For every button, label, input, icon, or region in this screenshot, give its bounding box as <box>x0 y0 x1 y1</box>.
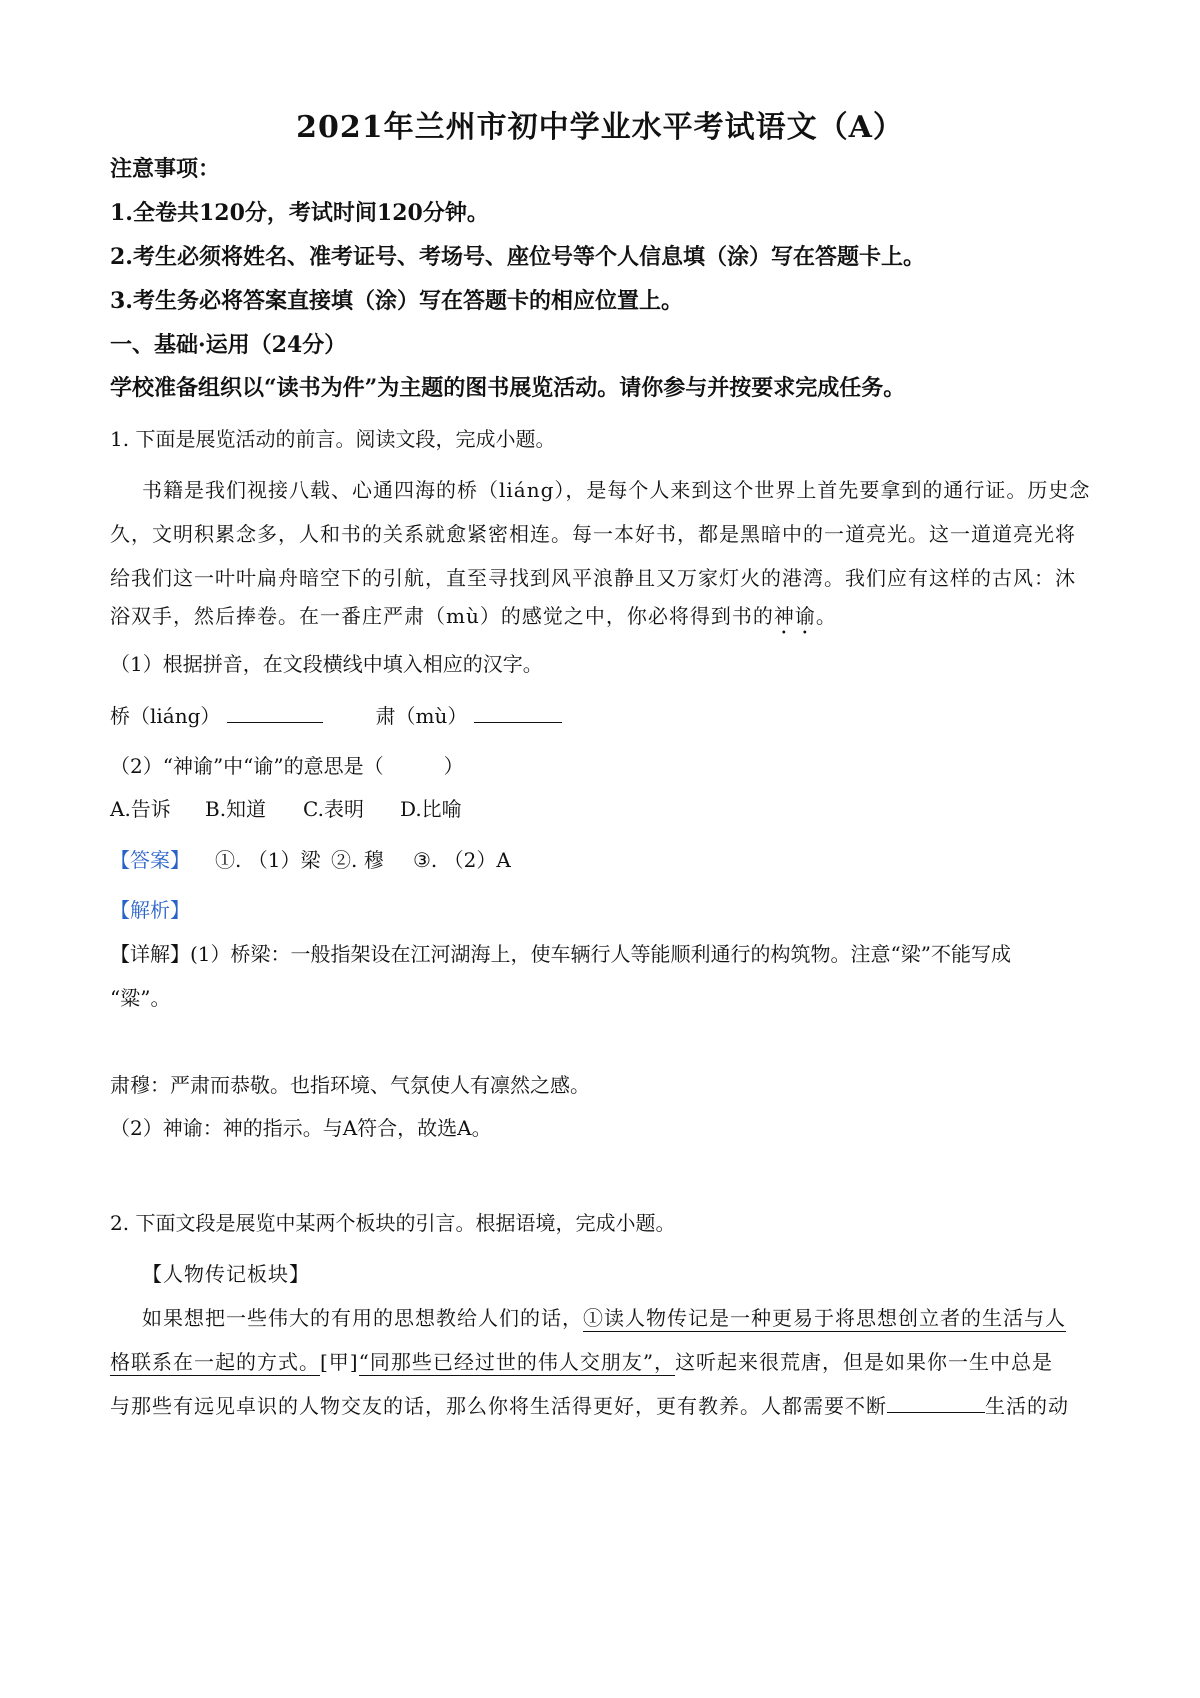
q2-p1-text: 如果想把一些伟大的有用的思想教给人们的话， <box>142 1306 583 1330</box>
underlined-sentence-1-cont: 格联系在一起的方式。 <box>110 1350 320 1374</box>
detail-line-1: 【详解】(1）桥梁：一般指架设在江河湖海上，使车辆行人等能顺利通行的构筑物。注意“梁”不能写成 <box>110 942 1011 966</box>
q1-blanks-row <box>110 700 1110 729</box>
q2-p3-end: 生活的动 <box>985 1394 1069 1418</box>
option-d: D.比喻 <box>400 797 462 821</box>
underlined-sentence-1: ①读人物传记是一种更易于将思想创立者的生活与人 <box>583 1306 1066 1330</box>
answer-row <box>110 844 1110 873</box>
option-c: C.表明 <box>303 797 364 821</box>
q1-passage-line-3: 给我们这一叶叶扁舟暗空下的引航，直至寻找到风平浪静且又万家灯火的港湾。我们应有这样的古风：沐 <box>110 566 1076 590</box>
block-title: 【人物传记板块】 <box>142 1262 310 1286</box>
detail-line-2: “粱”。 <box>110 986 171 1010</box>
blank3-line[interactable] <box>887 1392 985 1413</box>
page-title: 2021年兰州市初中学业水平考试语文（A） <box>296 110 904 145</box>
q2-stem: 2. 下面文段是展览中某两个板块的引言。根据语境，完成小题。 <box>110 1211 676 1235</box>
q1-passage-line-2: 久，文明积累念多，人和书的关系就愈紧密相连。每一本好书，都是黑暗中的一道亮光。这一道道亮光将 <box>110 522 1076 546</box>
blank1-line[interactable] <box>227 702 323 723</box>
option-b: B.知道 <box>205 797 267 821</box>
q1-sub1: （1）根据拼音，在文段横线中填入相应的汉字。 <box>110 652 543 676</box>
notes-heading: 注意事项： <box>110 156 221 182</box>
blank1-label: 桥（liáng） <box>110 704 221 728</box>
section-intro: 学校准备组织以“读书为件”为主题的图书展览活动。请你参与并按要求完成任务。 <box>110 375 906 401</box>
q1-stem: 1. 下面是展览活动的前言。阅读文段，完成小题。 <box>110 427 556 451</box>
options-row <box>110 793 1110 822</box>
q1-passage-line-4 <box>110 600 1110 639</box>
underlined-quote: “同那些已经过世的伟人交朋友”， <box>358 1350 676 1374</box>
q1-passage-line-1: 书籍是我们视接八载、心通四海的桥（liáng），是每个人来到这个世界上首先要拿到的通行证。历史念 <box>142 478 1091 502</box>
emphasized-word: 神谕 <box>773 604 816 628</box>
blank2-label: 肃（mù） <box>375 704 468 728</box>
q2-passage-line-2 <box>110 1346 1110 1375</box>
option-a: A.告诉 <box>110 797 171 821</box>
marker-jia: [甲] <box>320 1350 359 1374</box>
answer-1: ①. （1）梁 <box>215 848 321 872</box>
q1-passage-end: 。 <box>815 604 837 628</box>
notes-item-3: 3.考生务必将答案直接填（涂）写在答题卡的相应位置上。 <box>110 288 683 314</box>
q2-passage-line-1 <box>142 1302 1110 1331</box>
detail-line-3: 肃穆：严肃而恭敬。也指环境、气氛使人有凛然之感。 <box>110 1073 590 1097</box>
q1-sub2: （2）“神谕”中“谕”的意思是（ ） <box>110 754 464 778</box>
detail-line-4: （2）神谕：神的指示。与A符合，故选A。 <box>110 1116 492 1140</box>
answer-3: ③. （2）A <box>413 848 511 872</box>
section-heading: 一、基础·运用（24分） <box>110 332 347 358</box>
q2-p2-text: 这听起来很荒唐，但是如果你一生中总是 <box>675 1350 1054 1374</box>
analysis-tag: 【解析】 <box>110 898 190 922</box>
q1-passage-text: 浴双手，然后捧卷。在一番庄严肃（mù）的感觉之中，你必将得到书的 <box>110 604 774 628</box>
q2-passage-line-3 <box>110 1390 1110 1419</box>
notes-item-1: 1.全卷共120分，考试时间120分钟。 <box>110 200 489 226</box>
notes-item-2: 2.考生必须将姓名、准考证号、考场号、座位号等个人信息填（涂）写在答题卡上。 <box>110 244 925 270</box>
answer-2: ②. 穆 <box>331 848 384 872</box>
answer-tag: 【答案】 <box>110 848 190 872</box>
blank2-line[interactable] <box>474 702 562 723</box>
q2-p3-text: 与那些有远见卓识的人物交友的话，那么你将生活得更好，更有教养。人都需要不断 <box>110 1394 887 1418</box>
